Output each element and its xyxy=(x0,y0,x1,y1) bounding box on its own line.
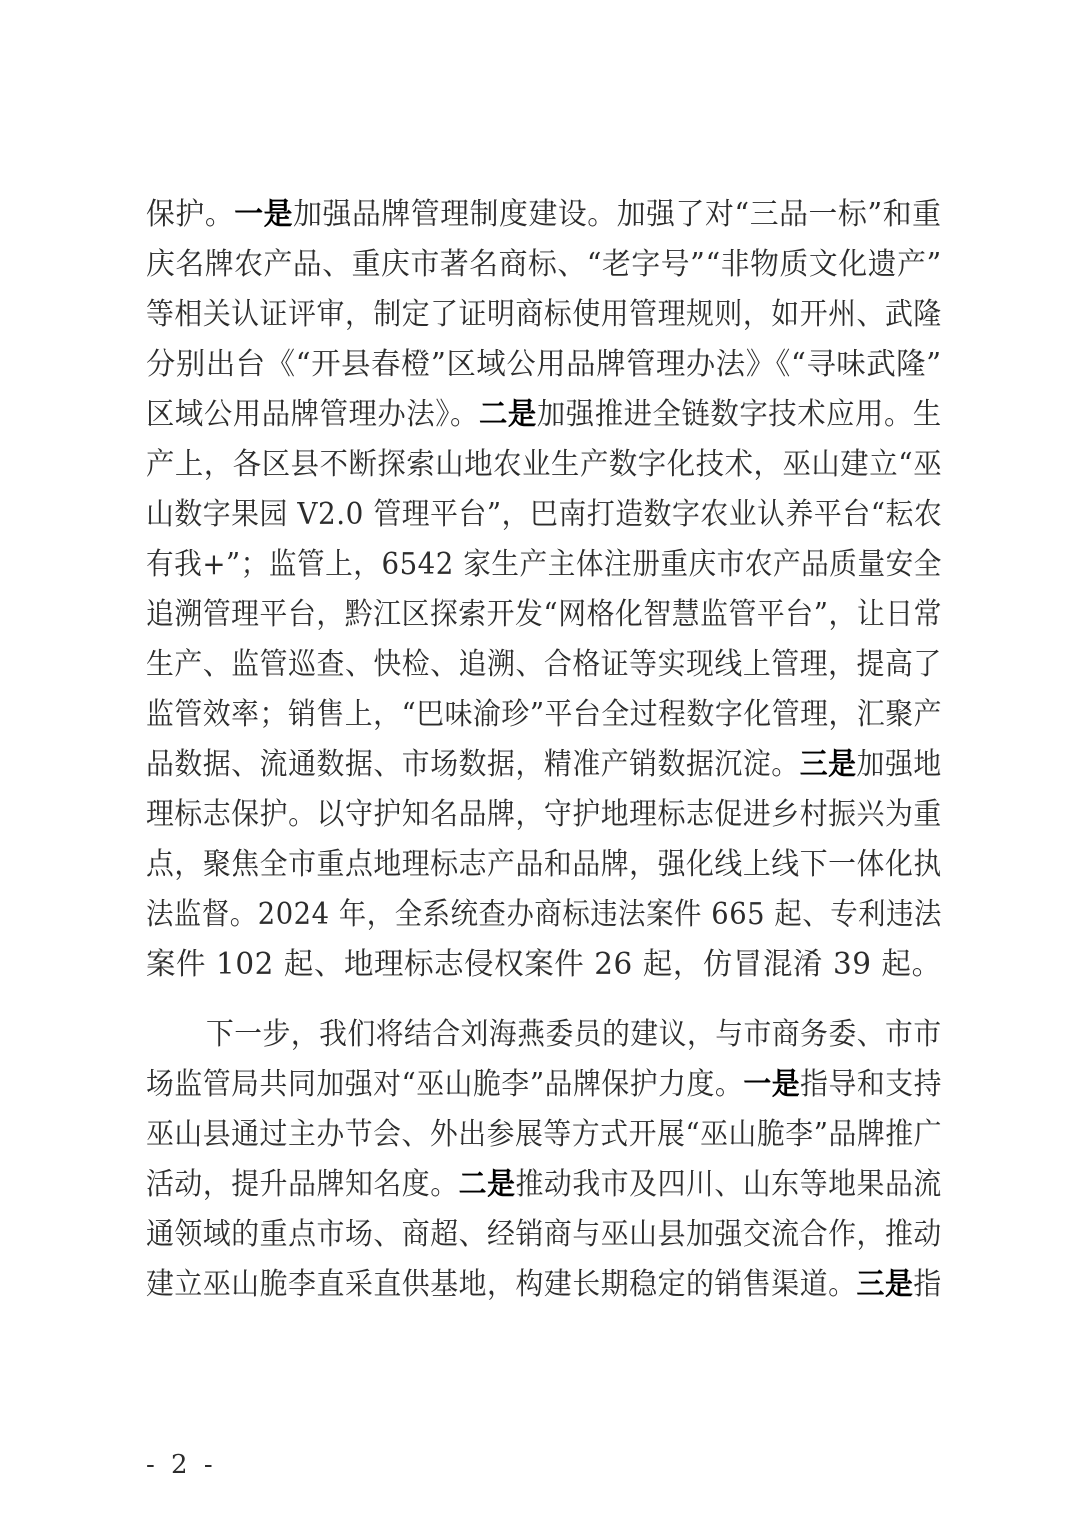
text-segment: 保护。 xyxy=(146,197,235,232)
text-segment: 加强地 xyxy=(856,747,942,782)
text-line xyxy=(146,590,942,640)
text-line xyxy=(146,240,942,290)
text-line xyxy=(146,390,942,440)
emphasis-label: 三是 xyxy=(856,1267,914,1302)
text-line xyxy=(146,890,942,940)
text-line xyxy=(146,490,942,540)
text-line xyxy=(146,440,942,490)
emphasis-label: 一是 xyxy=(743,1067,801,1102)
text-segment: 分别出台《“开县春橙”区域公用品牌管理办法》《“寻味武隆” xyxy=(146,347,942,382)
text-segment: 生产、监管巡查、快检、追溯、合格证等实现线上管理，提高了 xyxy=(146,647,942,682)
text-line xyxy=(146,1060,942,1110)
text-segment: 指导和支持 xyxy=(800,1067,943,1102)
text-segment: 通领域的重点市场、商超、经销商与巫山县加强交流合作，推动 xyxy=(146,1217,942,1252)
text-segment: 案件 102 起、地理标志侵权案件 26 起，仿冒混淆 39 起。 xyxy=(146,947,942,982)
text-segment: 推动我市及四川、山东等地果品流 xyxy=(515,1167,942,1202)
emphasis-label: 一是 xyxy=(234,197,294,232)
emphasis-label: 三是 xyxy=(799,747,857,782)
emphasis-label: 二是 xyxy=(458,1167,516,1202)
text-line xyxy=(146,290,942,340)
text-segment: 区域公用品牌管理办法》。 xyxy=(146,397,479,432)
text-segment: 加强品牌管理制度建设。加强了对“三品一标”和重 xyxy=(293,197,942,232)
text-line xyxy=(206,1010,942,1060)
text-line xyxy=(146,1160,942,1210)
text-line xyxy=(146,1210,942,1260)
text-segment: 指 xyxy=(913,1267,942,1302)
text-segment: 点，聚焦全市重点地理标志产品和品牌，强化线上线下一体化执 xyxy=(146,847,942,882)
text-segment: 下一步，我们将结合刘海燕委员的建议，与市商务委、市市 xyxy=(206,1017,942,1052)
text-segment: 品数据、流通数据、市场数据，精准产销数据沉淀。 xyxy=(146,747,800,782)
text-segment: 活动，提升品牌知名度。 xyxy=(146,1167,459,1202)
text-line xyxy=(146,840,942,890)
text-line xyxy=(146,690,942,740)
page-number: - 2 - xyxy=(146,1450,217,1480)
text-line xyxy=(146,940,942,990)
text-segment: 山数字果园 V2.0 管理平台”，巴南打造数字农业认养平台“耘农 xyxy=(146,497,943,532)
text-segment: 法监督。2024 年，全系统查办商标违法案件 665 起、专利违法 xyxy=(146,897,942,932)
text-line xyxy=(146,1110,942,1160)
text-line xyxy=(146,540,942,590)
text-line xyxy=(146,790,942,840)
text-segment: 等相关认证评审，制定了证明商标使用管理规则，如开州、武隆 xyxy=(146,297,942,332)
text-segment: 监管效率；销售上，“巴味渝珍”平台全过程数字化管理，汇聚产 xyxy=(146,697,943,732)
text-segment: 有我+”；监管上，6542 家生产主体注册重庆市农产品质量安全 xyxy=(146,547,942,582)
text-line xyxy=(146,190,942,240)
text-segment: 庆名牌农产品、重庆市著名商标、“老字号”“非物质文化遗产” xyxy=(146,247,942,282)
text-segment: 追溯管理平台，黔江区探索开发“网格化智慧监管平台”，让日常 xyxy=(146,597,943,632)
text-segment: 产上，各区县不断探索山地农业生产数字化技术，巫山建立“巫 xyxy=(146,447,943,482)
text-segment: 理标志保护。以守护知名品牌，守护地理标志促进乡村振兴为重 xyxy=(146,797,942,832)
text-line xyxy=(146,1260,942,1310)
text-segment: 建立巫山脆李直采直供基地，构建长期稳定的销售渠道。 xyxy=(146,1267,857,1302)
text-segment: 加强推进全链数字技术应用。生 xyxy=(536,397,942,432)
text-line xyxy=(146,340,942,390)
text-line xyxy=(146,740,942,790)
emphasis-label: 二是 xyxy=(478,397,537,432)
text-line xyxy=(146,640,942,690)
text-segment: 巫山县通过主办节会、外出参展等方式开展“巫山脆李”品牌推广 xyxy=(146,1117,943,1152)
text-segment: 场监管局共同加强对“巫山脆李”品牌保护力度。 xyxy=(146,1067,744,1102)
